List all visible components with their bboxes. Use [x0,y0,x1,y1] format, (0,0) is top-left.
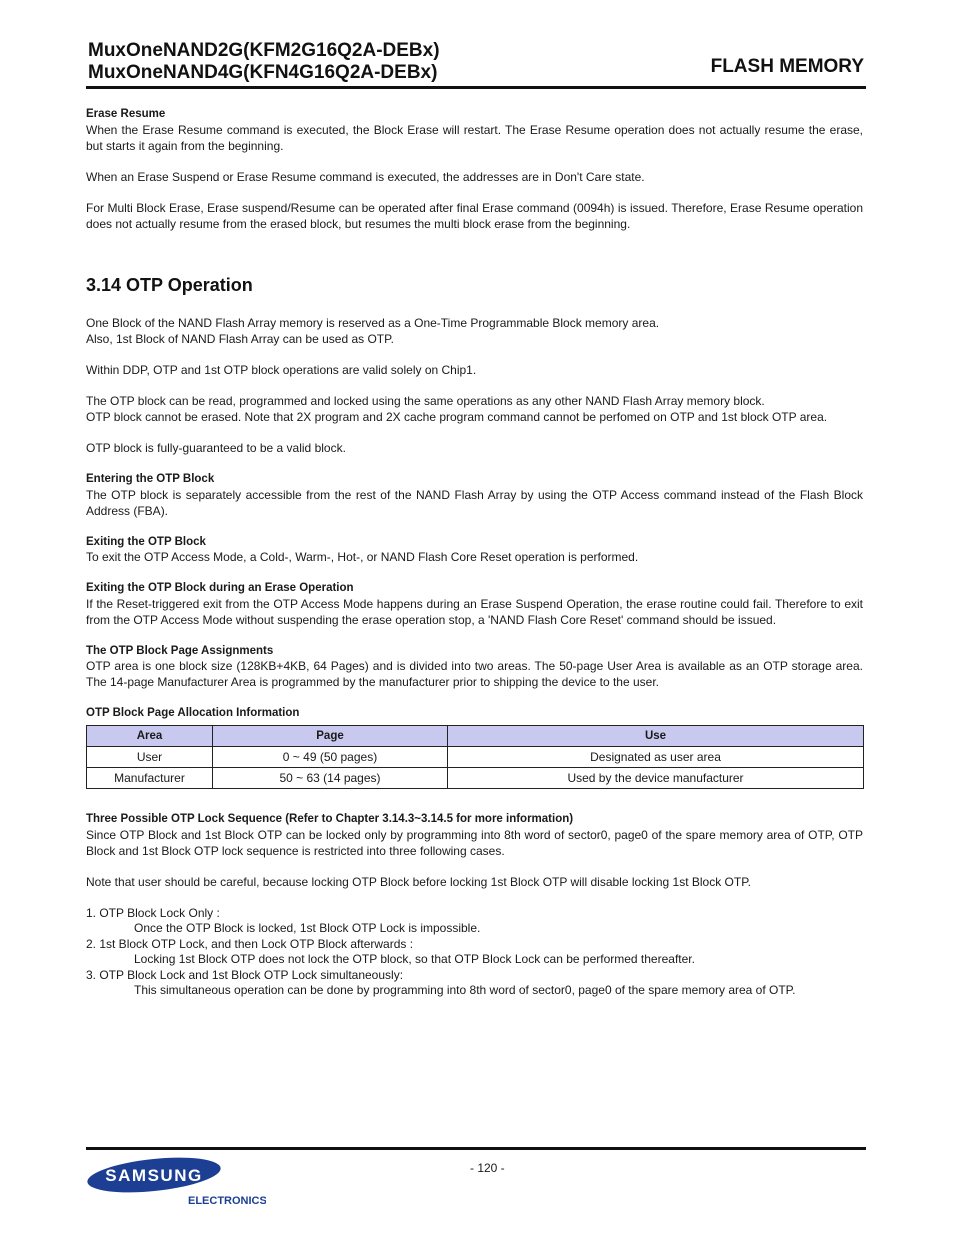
section-p2: Within DDP, OTP and 1st OTP block operations are valid solely on Chip1. [86,363,477,377]
header-rule [86,86,866,89]
lock-p1: Since OTP Block and 1st Block OTP can be locked only by programming into 8th word of sector0, page0 of the spare memory area of OTP, OTP Block and 1st Block OTP lock sequence is restricted into three following cases. [86,828,863,858]
table-row [87,747,864,768]
entering-text: The OTP block is separately accessible from the rest of the NAND Flash Array by using the OTP Access command instead of the Flash Block Address (FBA). [86,488,863,518]
alloc-heading: OTP Block Page Allocation Information [86,707,300,719]
lock-item-3-detail: This simultaneous operation can be done by programming into 8th word of sector0, page0 of the spare memory area of OTP. [134,983,796,997]
section-title: 3.14 OTP Operation [86,275,253,295]
section-p1b: Also, 1st Block of NAND Flash Array can be used as OTP. [86,332,394,346]
exiting-erase-text: If the Reset-triggered exit from the OTP Access Mode happens during an Erase Suspend Operation, the erase routine could fail. Therefore to exit from the OTP Access Mode without suspending the erase operation stop, a 'NAND Flash Core Reset' command should be issued. [86,597,863,627]
title-line-2: MuxOneNAND4G(KFN4G16Q2A-DEBx) [88,62,438,83]
lock-p2: Note that user should be careful, because locking OTP Block before locking 1st Block OTP will disable locking 1st Block OTP. [86,875,751,889]
cell-area: User [87,747,213,768]
lock-heading: Three Possible OTP Lock Sequence (Refer to Chapter 3.14.3~3.14.5 for more information) [86,813,574,825]
page-assign-heading: The OTP Block Page Assignments [86,645,274,657]
lock-item-3-title: 3. OTP Block Lock and 1st Block OTP Lock simultaneously: [86,968,404,982]
col-page: Page [213,726,448,747]
page-number: - 120 - [470,1161,505,1175]
section-p3b: OTP block cannot be erased. Note that 2X program and 2X cache program command cannot be perfomed on OTP and 1st block OTP area. [86,410,828,424]
header-category: FLASH MEMORY [710,56,864,77]
samsung-logo-icon [86,1157,266,1209]
table-header-row [87,726,864,747]
cell-use: Used by the device manufacturer [448,768,864,789]
col-area: Area [87,726,213,747]
erase-resume-p1: When the Erase Resume command is executed, the Block Erase will restart. The Erase Resume operation does not actually resume the erase, but starts it again from the beginning. [86,123,863,153]
otp-allocation-table [86,725,864,789]
erase-resume-p3: For Multi Block Erase, Erase suspend/Resume can be operated after final Erase command (0094h) is issued. Therefore, Erase Resume operation does not actually resume from the erased block, but resumes the multi block erase from the beginning. [86,201,863,231]
col-use: Use [448,726,864,747]
lock-item-2-detail: Locking 1st Block OTP does not lock the OTP block, so that OTP Block Lock can be performed thereafter. [134,952,695,966]
logo-wordmark: SAMSUNG [105,1166,203,1185]
cell-use: Designated as user area [448,747,864,768]
section-p1a: One Block of the NAND Flash Array memory is reserved as a One-Time Programmable Block memory area. [86,316,660,330]
exiting-erase-heading: Exiting the OTP Block during an Erase Operation [86,582,354,594]
cell-area: Manufacturer [87,768,213,789]
samsung-logo [86,1157,266,1214]
lock-item-1-detail: Once the OTP Block is locked, 1st Block OTP Lock is impossible. [134,921,481,935]
footer-rule [86,1147,866,1150]
title-line-1: MuxOneNAND2G(KFM2G16Q2A-DEBx) [88,40,440,61]
exiting-heading: Exiting the OTP Block [86,536,206,548]
section-p4: OTP block is fully-guaranteed to be a valid block. [86,441,346,455]
document-title [88,40,440,84]
erase-resume-heading: Erase Resume [86,108,166,120]
section-p3a: The OTP block can be read, programmed and locked using the same operations as any other NAND Flash Array memory block. [86,394,765,408]
exiting-text: To exit the OTP Access Mode, a Cold-, Warm-, Hot-, or NAND Flash Core Reset operation is performed. [86,550,639,564]
entering-heading: Entering the OTP Block [86,473,215,485]
page-assign-text: OTP area is one block size (128KB+4KB, 64 Pages) and is divided into two areas. The 50-page User Area is available as an OTP storage area. The 14-page Manufacturer Area is programmed by the manufacturer prior to shipping the device to the user. [86,659,863,689]
cell-page: 0 ~ 49 (50 pages) [213,747,448,768]
erase-resume-p2: When an Erase Suspend or Erase Resume command is executed, the addresses are in Don't Care state. [86,170,645,184]
lock-item-2-title: 2. 1st Block OTP Lock, and then Lock OTP Block afterwards : [86,937,414,951]
table-row [87,768,864,789]
logo-subtext: ELECTRONICS [188,1195,266,1207]
lock-item-1-title: 1. OTP Block Lock Only : [86,906,220,920]
cell-page: 50 ~ 63 (14 pages) [213,768,448,789]
